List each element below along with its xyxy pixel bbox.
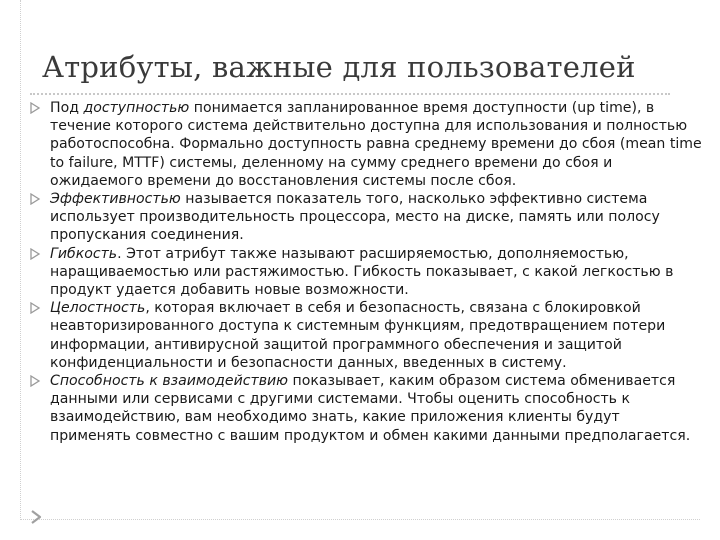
- item-body: показывает, каким образом система обменивается данными или сервисами с другими системами. Чтобы оценить способность к взаимодействию, вам необходимо знать, какие приложения клиенты будут применять совместно с вашим продуктом и обмен какими данными предполагается.: [50, 373, 691, 444]
- triangle-right-outline-icon: [29, 193, 41, 205]
- item-term: Эффективностью: [50, 191, 181, 208]
- list-item-text: [50, 372, 704, 445]
- list-item: [24, 190, 704, 245]
- item-prefix: Под: [50, 100, 84, 116]
- item-term: Способность к взаимодействию: [50, 373, 289, 390]
- item-body: называется показатель того, насколько эффективно система использует производительность процессора, место на диске, память или полосу пропускания соединения.: [50, 191, 660, 244]
- list-item-text: [50, 99, 704, 190]
- item-body: понимается запланированное время доступности (up time), в течение которого система действительно доступна для использования и полностью работоспособна. Формально доступность равна среднему времени до сбоя (mean time to failure, MTTF) системы, деленному на сумму среднего времени до сбоя и ожидаемого времени до восстановления системы после сбоя.: [50, 100, 702, 189]
- chevron-right-icon: [27, 508, 45, 526]
- list-item-text: [50, 190, 704, 245]
- triangle-right-outline-icon: [29, 375, 41, 387]
- item-term: Гибкость: [50, 245, 118, 262]
- slide-title: Атрибуты, важные для пользователей: [42, 50, 636, 84]
- list-item: [24, 299, 704, 372]
- bullet-list: [24, 99, 704, 445]
- list-item-text: [50, 299, 704, 372]
- item-term: Целостность: [50, 300, 146, 317]
- triangle-right-outline-icon: [29, 102, 41, 114]
- list-item: [24, 99, 704, 190]
- item-body: , которая включает в себя и безопасность, связана с блокировкой неавторизированного доступа к системным функциям, предотвращением потери информации, антивирусной защитой программного обеспечения и защитой конфиденциальности и безопасности данных, введенных в систему.: [50, 300, 666, 371]
- item-body: . Этот атрибут также называют расширяемостью, дополняемостью, наращиваемостью или растяжимостью. Гибкость показывает, с какой легкостью в продукт удается добавить новые возможности.: [50, 245, 674, 299]
- title-area: [0, 0, 720, 96]
- triangle-right-outline-icon: [29, 302, 41, 314]
- item-term: доступностью: [83, 100, 190, 116]
- triangle-right-outline-icon: [29, 248, 41, 260]
- list-item: [24, 372, 704, 445]
- list-item-text: [50, 245, 704, 300]
- bottom-border-line: [20, 519, 700, 520]
- list-item: [24, 245, 704, 300]
- title-underline: [30, 93, 670, 95]
